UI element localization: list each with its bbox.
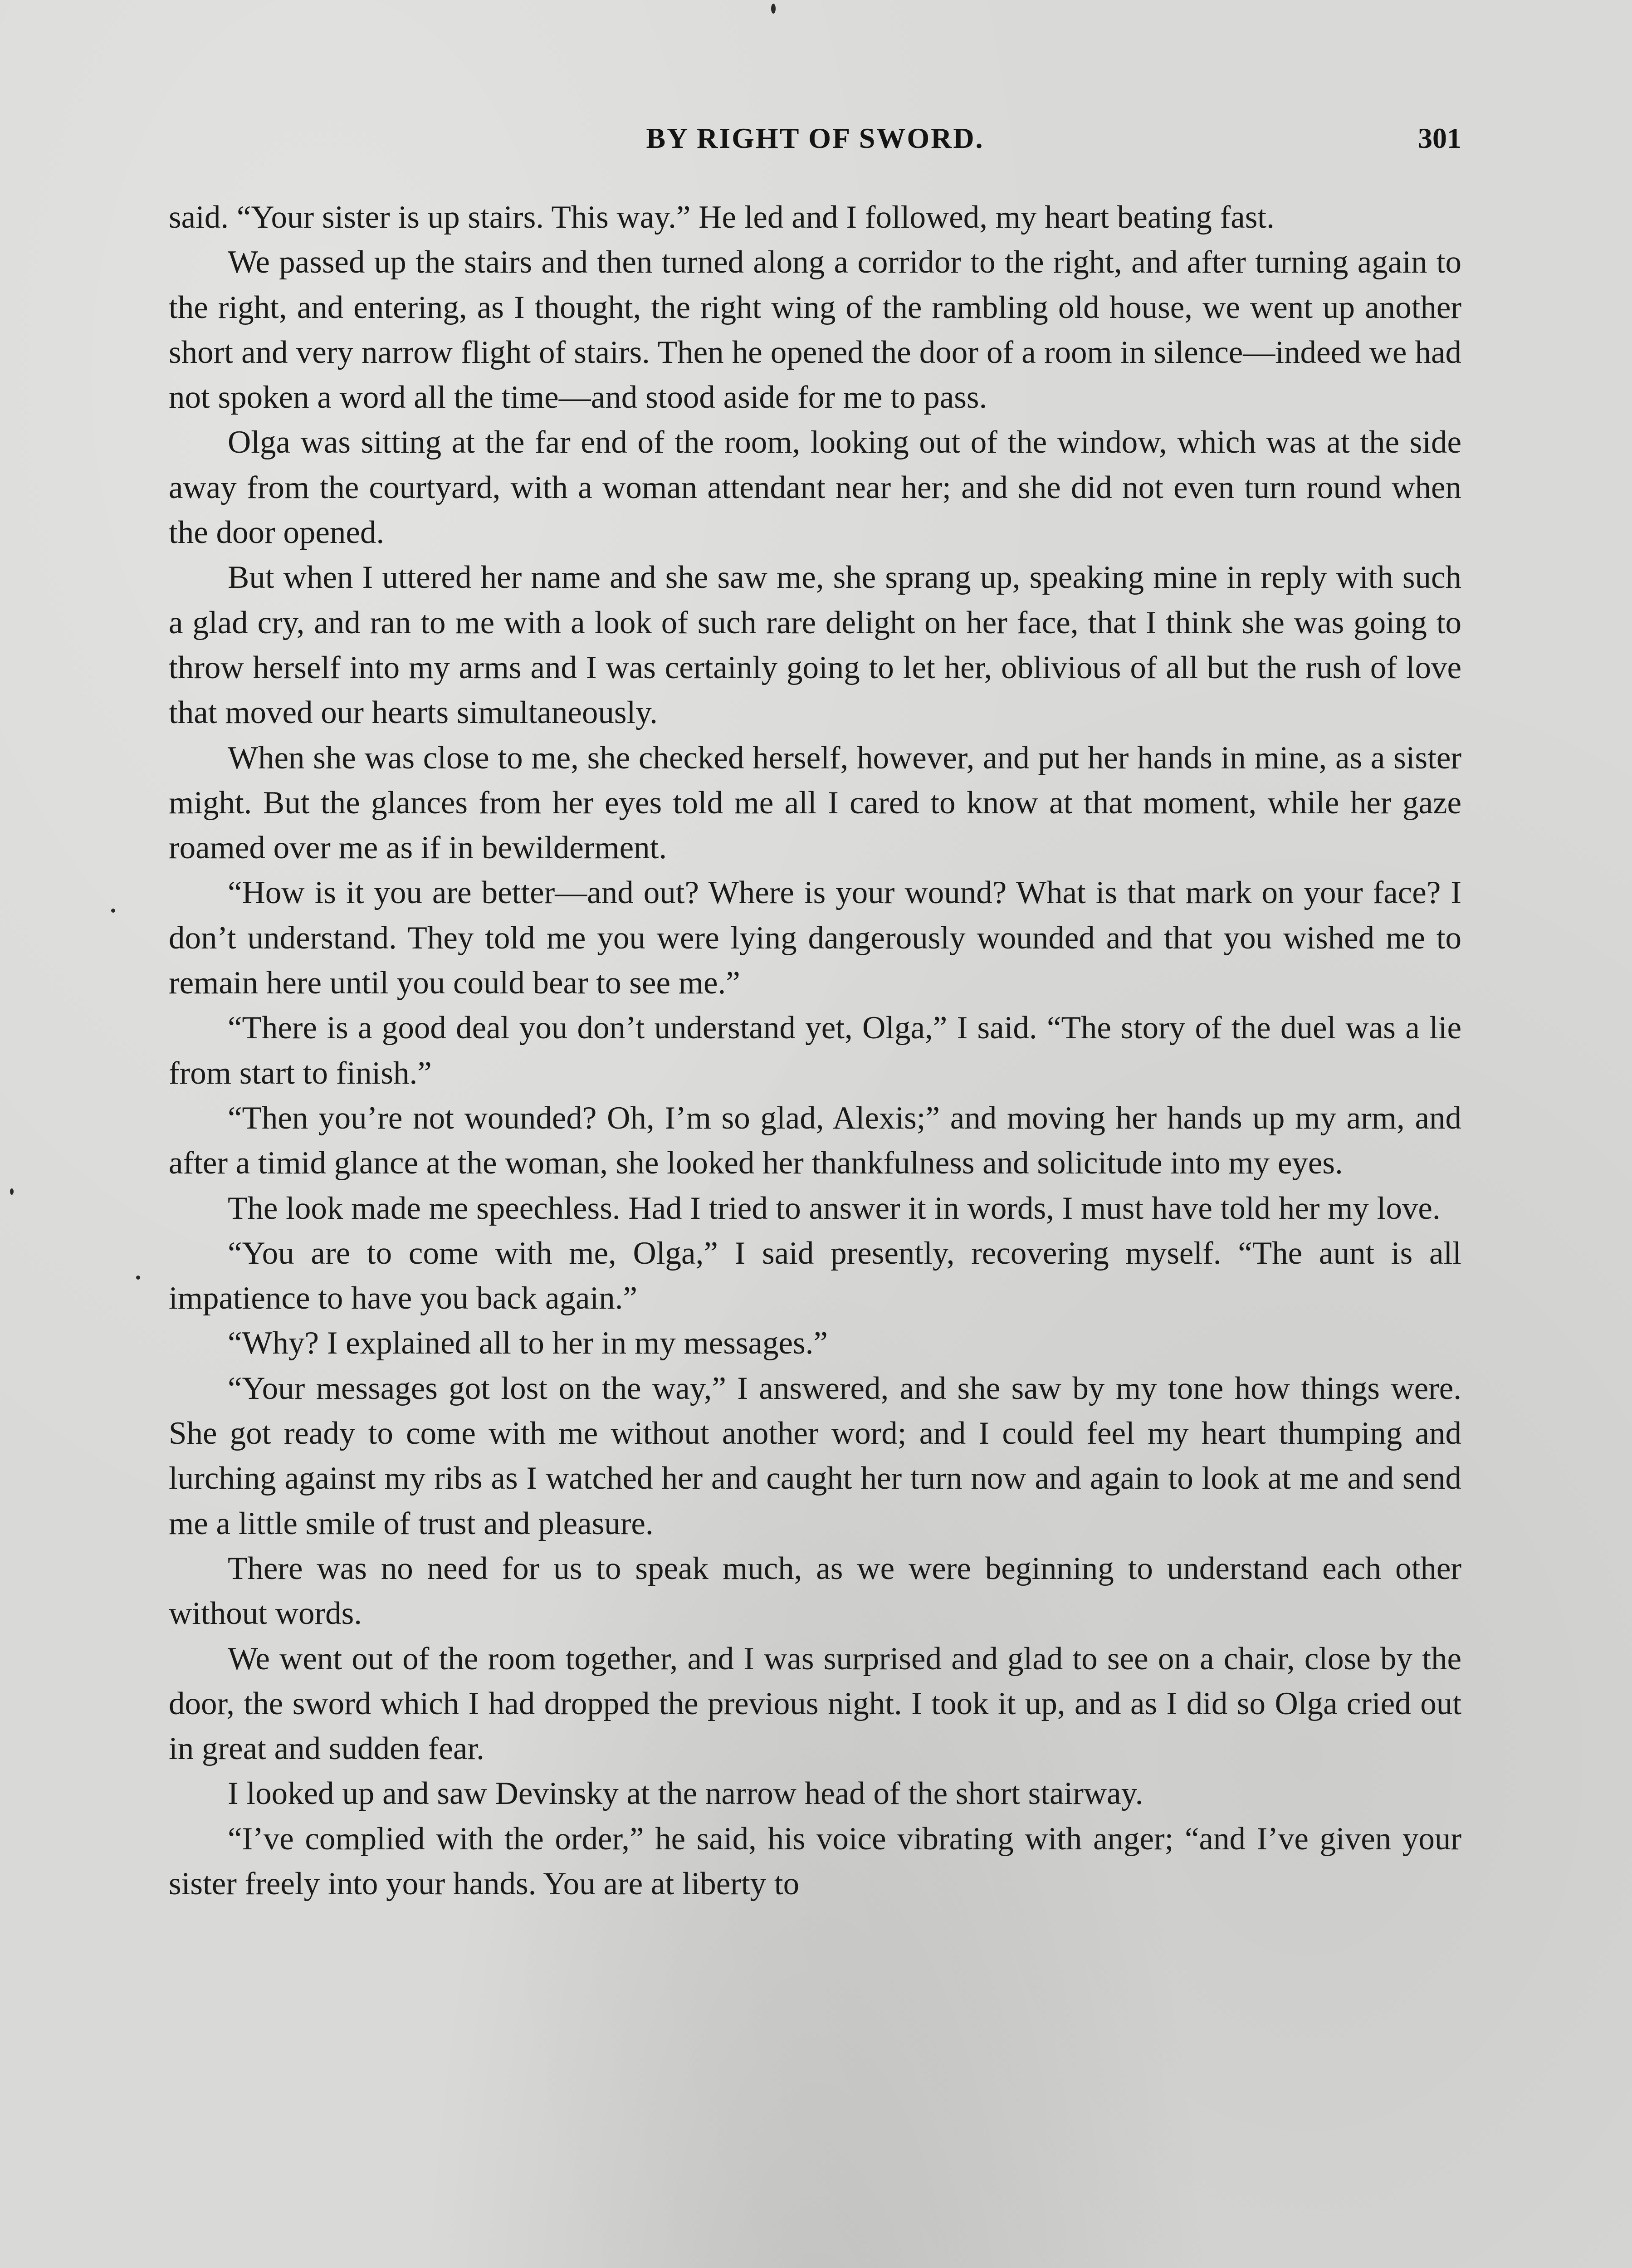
scan-speck <box>771 4 776 14</box>
paragraph: “I’ve complied with the order,” he said, his voice vibrating with anger; “and I’ve given your sister freely into your hands. You are at liberty to <box>169 1821 1461 1901</box>
running-title: BY RIGHT OF SWORD. <box>646 122 984 154</box>
scan-speck <box>111 909 115 913</box>
paragraph: We passed up the stairs and then turned along a corridor to the right, and after turning again to the right, and entering, as I thought, the right wing of the rambling old house, we went up another short and very narrow flight of stairs. Then he opened the door of a room in silence—indeed we had not spoken a word all the time—and stood aside for me to pass. <box>169 244 1461 415</box>
paragraph: But when I uttered her name and she saw me, she sprang up, speaking mine in reply with such a glad cry, and ran to me with a look of such rare delight on her face, that I think she was going to throw herself into my arms and I was certainly going to let her, oblivious of all but the rush of love that moved our hearts simultaneously. <box>169 560 1461 731</box>
body-text <box>169 195 1461 1906</box>
paragraph: “Then you’re not wounded? Oh, I’m so glad, Alexis;” and moving her hands up my arm, and after a timid glance at the woman, she looked her thankfulness and solicitude into my eyes. <box>169 1100 1461 1181</box>
paragraph: Olga was sitting at the far end of the room, looking out of the window, which was at the side away from the courtyard, with a woman attendant near her; and she did not even turn round when the door opened. <box>169 425 1461 551</box>
paragraph: “How is it you are better—and out? Where is your wound? What is that mark on your face? I don’t understand. They told me you were lying dangerously wounded and that you wished me to remain here until you could bear to see me.” <box>169 875 1461 1001</box>
paragraph: I looked up and saw Devinsky at the narrow head of the short stairway. <box>228 1776 1143 1812</box>
paragraph: When she was close to me, she checked herself, however, and put her hands in mine, as a sister might. But the glances from her eyes told me all I cared to know at that moment, while her gaze roamed over me as if in bewilderment. <box>169 740 1461 866</box>
paragraph: We went out of the room together, and I was surprised and glad to see on a chair, close by the door, the sword which I had dropped the previous night. I took it up, and as I did so Olga cried out in great and sudden fear. <box>169 1641 1461 1767</box>
paragraph: “Your messages got lost on the way,” I answered, and she saw by my tone how things were. She got ready to come with me without another word; and I could feel my heart thumping and lurching against my ribs as I watched her and caught her turn now and again to look at me and send me a little smile of trust and pleasure. <box>169 1370 1461 1541</box>
paragraph: “There is a good deal you don’t understand yet, Olga,” I said. “The story of the duel was a lie from start to finish.” <box>169 1010 1461 1091</box>
page-number: 301 <box>1418 122 1461 154</box>
paragraph: “You are to come with me, Olga,” I said presently, recovering myself. “The aunt is all impatience to have you back again.” <box>169 1235 1461 1316</box>
scan-speck <box>136 1276 140 1280</box>
paragraph: “Why? I explained all to her in my messages.” <box>228 1325 828 1361</box>
running-head <box>169 122 1461 171</box>
paragraph: The look made me speechless. Had I tried to answer it in words, I must have told her my love. <box>228 1190 1441 1226</box>
paragraph: There was no need for us to speak much, as we were beginning to understand each other without words. <box>169 1550 1461 1632</box>
scan-speck <box>10 1188 14 1195</box>
paragraph: said. “Your sister is up stairs. This way.” He led and I followed, my heart beating fast. <box>169 200 1275 235</box>
